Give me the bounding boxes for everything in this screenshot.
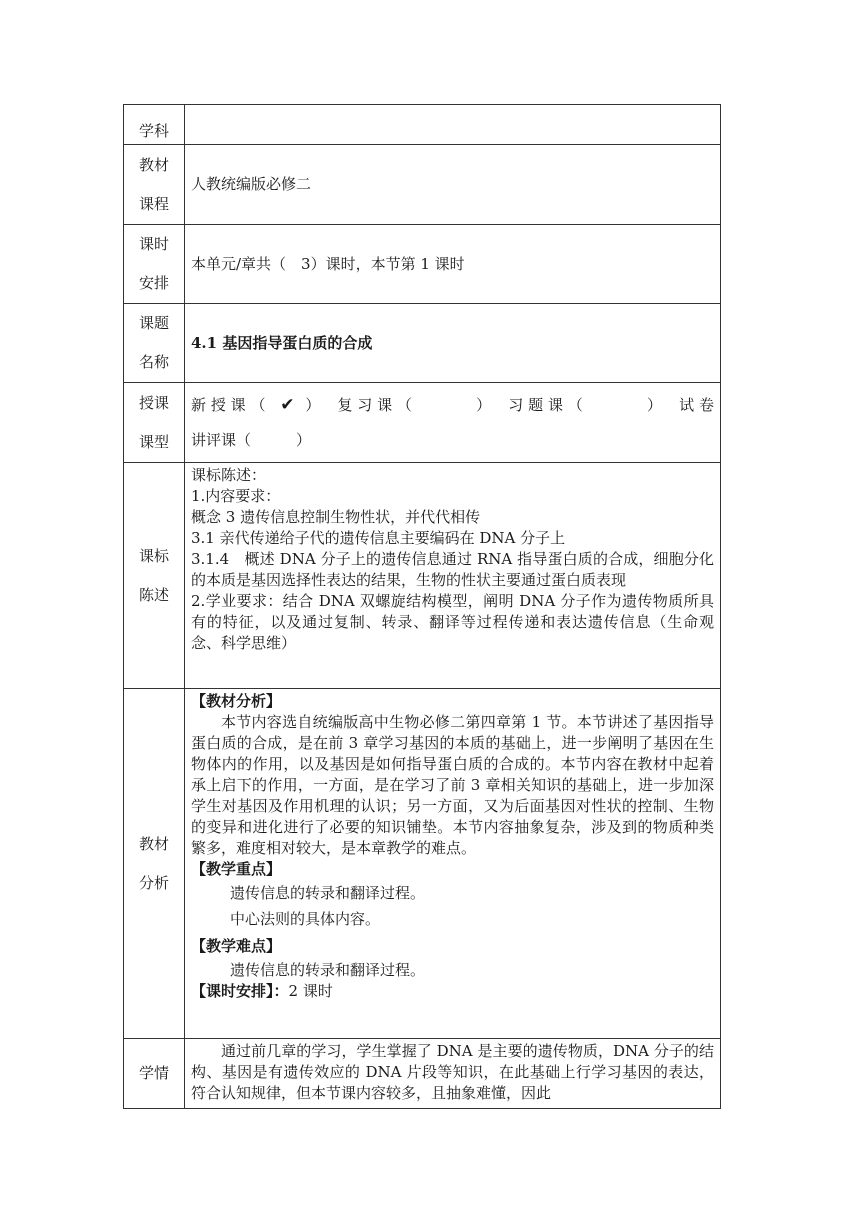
- learner-value: [185, 1039, 721, 1109]
- textbook-value: 人教统编版必修二: [185, 145, 721, 225]
- standard-line-3: 3.1 亲代传递给子代的遗传信息主要编码在 DNA 分子上: [191, 529, 566, 547]
- schedule-label-2: 安排: [138, 274, 169, 292]
- lesson-type-label: [124, 383, 185, 463]
- learner-paragraph: 通过前几章的学习，学生掌握了 DNA 是主要的遗传物质，DNA 分子的结构、基因是有遗传效应的 DNA 片段等知识，在此基础上行学习基因的表达，符合认知规律，但本节课内容较多，且抽象难懂，因此: [191, 1042, 714, 1102]
- topic-label: [124, 304, 185, 383]
- hours-line: [191, 981, 714, 1002]
- lesson-type-line-1: [191, 395, 714, 416]
- topic-label-1: 课题: [138, 314, 169, 332]
- key-points-heading: 【教学重点】: [191, 860, 282, 878]
- subject-value: [185, 105, 721, 145]
- row-lesson-type: [124, 383, 721, 463]
- topic-value: 4.1 基因指导蛋白质的合成: [185, 304, 721, 383]
- standard-label: [124, 463, 185, 689]
- analysis-label-2: 分析: [138, 873, 169, 892]
- lesson-type-value: [185, 383, 721, 463]
- standard-line-4: 3.1.4 概述 DNA 分子上的遗传信息通过 RNA 指导蛋白质的合成，细胞分化的本质是基因选择性表达的结果，生物的性状主要通过蛋白质表现: [191, 550, 714, 589]
- analysis-label: [124, 689, 185, 1039]
- standard-line-0: 课标陈述：: [191, 466, 267, 484]
- difficulty-heading: 【教学难点】: [191, 937, 282, 955]
- standard-label-1: 课标: [138, 546, 169, 565]
- row-analysis: [124, 689, 721, 1039]
- schedule-label-1: 课时: [138, 235, 169, 253]
- lesson-type-line-2: 讲评课（ ）: [191, 430, 312, 449]
- lesson-type-label-2: 课型: [138, 432, 169, 451]
- row-textbook: [124, 145, 721, 225]
- lesson-type-new: 新授课（: [191, 395, 271, 414]
- textbook-label-2: 课程: [138, 194, 169, 213]
- hours-heading: 【课时安排】: [191, 982, 274, 1000]
- learner-label: [124, 1039, 185, 1109]
- check-icon: ✔: [280, 394, 295, 415]
- standard-line-5: 2.学业要求：结合 DNA 双螺旋结构模型，阐明 DNA 分子作为遗传物质所具有的特征，以及通过复制、转录、翻译等过程传递和表达遗传信息（生命观念、科学思维）: [191, 592, 714, 652]
- topic-label-2: 名称: [138, 353, 169, 371]
- row-schedule: [124, 225, 721, 304]
- difficulty-1: 遗传信息的转录和翻译过程。: [230, 961, 426, 979]
- lesson-type-label-1: 授课: [138, 393, 169, 412]
- standard-line-2: 概念 3 遗传信息控制生物性状，并代代相传: [191, 508, 481, 526]
- lesson-plan-table: [123, 104, 721, 1109]
- hours-separator: ：: [273, 982, 289, 1000]
- schedule-label: [124, 225, 185, 304]
- subject-label-text: 学科: [138, 122, 169, 140]
- standard-line-1: 1.内容要求：: [191, 487, 281, 505]
- textbook-label-1: 教材: [138, 155, 169, 174]
- standard-value: [185, 463, 721, 689]
- textbook-label: [124, 145, 185, 225]
- key-point-2: 中心法则的具体内容。: [230, 910, 381, 928]
- row-topic: [124, 304, 721, 383]
- analysis-paragraph: 本节内容选自统编版高中生物必修二第四章第 1 节。本节讲述了基因指导蛋白质的合成，是在前 3 章学习基因的本质的基础上，进一步阐明了基因在生物体内的作用，以及基因是如何指导蛋白质的合成的。本节内容在教材中起着承上启下的作用，一方面，是在学习了前 3 章相关知识的基础上，进一步加深学生对基因及作用机理的认识；另一方面，又为后面基因对性状的控制、生物的变异和进化进行了必要的知识铺垫。本节内容抽象复杂，涉及到的物质种类繁多，难度相对较大，是本章教学的难点。: [191, 713, 714, 857]
- key-point-1: 遗传信息的转录和翻译过程。: [230, 884, 426, 902]
- subject-label: [124, 105, 185, 145]
- row-learner: [124, 1039, 721, 1109]
- analysis-heading: 【教材分析】: [191, 692, 282, 710]
- row-subject: [124, 105, 721, 145]
- row-standard: [124, 463, 721, 689]
- analysis-value: [185, 689, 721, 1039]
- lesson-type-rest: ） 复习课（ ） 习题课（ ） 试卷: [300, 395, 714, 414]
- hours-value: 2 课时: [288, 982, 333, 1000]
- analysis-label-1: 教材: [138, 834, 169, 853]
- schedule-value: 本单元/章共（ 3）课时，本节第 1 课时: [185, 225, 721, 304]
- learner-label-text: 学情: [138, 1064, 169, 1082]
- standard-label-2: 陈述: [138, 585, 169, 604]
